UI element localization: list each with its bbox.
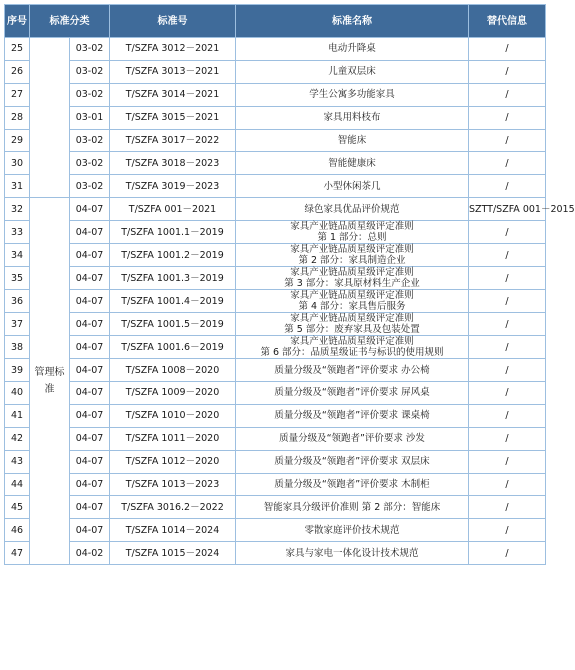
table-row [5, 473, 546, 496]
cell-name-line: 第 3 部分：家具原材料生产企业 [284, 278, 420, 290]
cell-replace: / [469, 473, 546, 496]
cell-name [236, 221, 469, 244]
cell-name-line: 第 4 部分：家具售后服务 [298, 301, 406, 313]
cell-replace: / [469, 382, 546, 405]
standards-table-container [4, 4, 575, 565]
cell-name [236, 267, 469, 290]
cell-name [236, 404, 469, 427]
cell-replace: / [469, 129, 546, 152]
cell-name-line: 第 5 部分：废弃家具及包装处置 [284, 324, 420, 336]
cell-name-line: 质量分级及“领跑者”评价要求 屏风桌 [274, 387, 430, 399]
cell-name-line: 质量分级及“领跑者”评价要求 课桌椅 [274, 410, 430, 422]
cell-code: T/SZFA 3017－2022 [110, 129, 236, 152]
cell-name-line: 绿色家具优品评价规范 [304, 203, 400, 215]
cell-replace: / [469, 83, 546, 106]
cell-name-line: 家具产业链品质星级评定准则 [290, 267, 414, 279]
cell-class: 04-07 [70, 359, 110, 382]
cell-code: T/SZFA 1015－2024 [110, 542, 236, 565]
table-row [5, 129, 546, 152]
cell-class: 04-07 [70, 313, 110, 336]
table-row [5, 267, 546, 290]
cell-code: T/SZFA 3018－2023 [110, 152, 236, 175]
cell-code: T/SZFA 1009－2020 [110, 382, 236, 405]
table-row [5, 244, 546, 267]
cell-group-label: 管理标准 [30, 198, 70, 565]
table-row [5, 175, 546, 198]
cell-replace: SZTT/SZFA 001－2015 [469, 198, 546, 221]
cell-class: 04-07 [70, 519, 110, 542]
table-row [5, 359, 546, 382]
table-row [5, 38, 546, 61]
cell-code: T/SZFA 1010－2020 [110, 404, 236, 427]
table-row [5, 496, 546, 519]
cell-name [236, 129, 469, 152]
cell-name-line: 智能床 [337, 135, 367, 146]
cell-class: 04-07 [70, 450, 110, 473]
table-row [5, 313, 546, 336]
cell-seq: 38 [5, 336, 30, 359]
table-row [5, 382, 546, 405]
cell-seq: 40 [5, 382, 30, 405]
cell-seq: 29 [5, 129, 30, 152]
cell-code: T/SZFA 3014－2021 [110, 83, 236, 106]
cell-class: 04-07 [70, 244, 110, 267]
cell-class: 04-02 [70, 542, 110, 565]
cell-seq: 27 [5, 83, 30, 106]
cell-class: 03-02 [70, 175, 110, 198]
cell-replace: / [469, 60, 546, 83]
cell-name [236, 496, 469, 519]
cell-code: T/SZFA 1014－2024 [110, 519, 236, 542]
cell-seq: 30 [5, 152, 30, 175]
table-row [5, 404, 546, 427]
cell-name-line: 第 2 部分：家具制造企业 [298, 255, 406, 267]
cell-class: 03-02 [70, 129, 110, 152]
cell-code: T/SZFA 1011－2020 [110, 427, 236, 450]
cell-name [236, 38, 469, 61]
cell-seq: 37 [5, 313, 30, 336]
cell-seq: 41 [5, 404, 30, 427]
cell-name [236, 198, 469, 221]
cell-seq: 44 [5, 473, 30, 496]
table-row [5, 290, 546, 313]
cell-name-line: 家具产业链品质星级评定准则 [290, 290, 414, 302]
cell-code: T/SZFA 1001.4－2019 [110, 290, 236, 313]
cell-name-line: 家具与家电一体化设计技术规范 [285, 547, 419, 559]
cell-class: 03-02 [70, 83, 110, 106]
cell-class: 03-02 [70, 38, 110, 61]
cell-name [236, 175, 469, 198]
cell-replace: / [469, 519, 546, 542]
cell-name-line: 电动升降桌 [328, 43, 376, 55]
cell-replace: / [469, 427, 546, 450]
cell-class: 04-07 [70, 427, 110, 450]
cell-class: 03-01 [70, 106, 110, 129]
cell-name-line: 儿童双层床 [328, 66, 376, 78]
cell-name-line: 家具产业链品质星级评定准则 [290, 336, 414, 348]
cell-code: T/SZFA 3012－2021 [110, 38, 236, 61]
cell-name-line: 智能健康床 [328, 157, 376, 169]
cell-code: T/SZFA 1001.2－2019 [110, 244, 236, 267]
cell-class: 04-07 [70, 496, 110, 519]
cell-name [236, 450, 469, 473]
table-row [5, 450, 546, 473]
cell-replace: / [469, 359, 546, 382]
cell-class: 04-07 [70, 290, 110, 313]
cell-replace: / [469, 450, 546, 473]
table-row [5, 427, 546, 450]
header-seq: 序号 [5, 5, 30, 38]
cell-seq: 36 [5, 290, 30, 313]
cell-seq: 39 [5, 359, 30, 382]
cell-name-line: 第 6 部分：品质星级证书与标识的使用规则 [260, 347, 444, 359]
cell-name [236, 83, 469, 106]
cell-seq: 32 [5, 198, 30, 221]
cell-replace: / [469, 38, 546, 61]
header-category: 标准分类 [30, 5, 110, 38]
cell-code: T/SZFA 1008－2020 [110, 359, 236, 382]
cell-name [236, 359, 469, 382]
cell-replace: / [469, 496, 546, 519]
table-header-row [5, 5, 546, 38]
standards-table [4, 4, 575, 565]
cell-replace: / [469, 336, 546, 359]
cell-group-blank [30, 38, 70, 198]
table-row [5, 60, 546, 83]
cell-name [236, 313, 469, 336]
cell-name [236, 152, 469, 175]
cell-name-line: 智能家具分级评价准则 第 2 部分：智能床 [263, 501, 441, 513]
cell-name [236, 382, 469, 405]
cell-code: T/SZFA 1001.5－2019 [110, 313, 236, 336]
cell-seq: 47 [5, 542, 30, 565]
cell-name-line: 家具用料枝布 [323, 112, 381, 124]
table-row [5, 221, 546, 244]
table-body [5, 38, 575, 565]
cell-name [236, 542, 469, 565]
cell-name-line: 质量分级及“领跑者”评价要求 双层床 [274, 456, 430, 468]
cell-seq: 45 [5, 496, 30, 519]
cell-code: T/SZFA 1001.6－2019 [110, 336, 236, 359]
cell-code: T/SZFA 001－2021 [110, 198, 236, 221]
header-replace: 替代信息 [469, 5, 546, 38]
table-row [5, 336, 546, 359]
cell-replace: / [469, 404, 546, 427]
cell-code: T/SZFA 3015－2021 [110, 106, 236, 129]
cell-code: T/SZFA 3016.2－2022 [110, 496, 236, 519]
table-row [5, 83, 546, 106]
cell-seq: 26 [5, 60, 30, 83]
cell-replace: / [469, 106, 546, 129]
cell-code: T/SZFA 1001.3－2019 [110, 267, 236, 290]
table-row [5, 519, 546, 542]
cell-name [236, 290, 469, 313]
cell-replace: / [469, 175, 546, 198]
cell-class: 04-07 [70, 198, 110, 221]
cell-replace: / [469, 267, 546, 290]
cell-name-line: 家具产业链品质星级评定准则 [290, 244, 414, 256]
cell-name [236, 244, 469, 267]
cell-seq: 33 [5, 221, 30, 244]
cell-name-line: 零散家庭评价技术规范 [304, 524, 400, 536]
cell-class: 04-07 [70, 221, 110, 244]
cell-code: T/SZFA 3019－2023 [110, 175, 236, 198]
cell-code: T/SZFA 1001.1－2019 [110, 221, 236, 244]
cell-seq: 31 [5, 175, 30, 198]
table-row [5, 198, 546, 221]
cell-name-line: 家具产业链品质星级评定准则 [290, 221, 414, 233]
cell-code: T/SZFA 3013－2021 [110, 60, 236, 83]
cell-name [236, 60, 469, 83]
cell-class: 04-07 [70, 336, 110, 359]
cell-seq: 35 [5, 267, 30, 290]
cell-replace: / [469, 152, 546, 175]
table-row [5, 106, 546, 129]
cell-name [236, 473, 469, 496]
cell-class: 04-07 [70, 473, 110, 496]
cell-name-line: 小型休闲茶几 [323, 180, 381, 192]
table-row [5, 542, 546, 565]
cell-name-line: 家具产业链品质星级评定准则 [290, 313, 414, 325]
header-name: 标准名称 [236, 5, 469, 38]
cell-replace: / [469, 542, 546, 565]
cell-name-line: 质量分级及“领跑者”评价要求 木制柜 [274, 479, 430, 491]
cell-name-line: 质量分级及“领跑者”评价要求 沙发 [279, 433, 425, 445]
cell-class: 03-02 [70, 152, 110, 175]
cell-seq: 46 [5, 519, 30, 542]
cell-replace: / [469, 221, 546, 244]
cell-class: 04-07 [70, 404, 110, 427]
cell-replace: / [469, 244, 546, 267]
cell-name [236, 106, 469, 129]
cell-seq: 28 [5, 106, 30, 129]
cell-name-line: 质量分级及“领跑者”评价要求 办公椅 [274, 364, 430, 376]
cell-class: 03-02 [70, 60, 110, 83]
cell-name-line: 学生公寓多功能家具 [309, 89, 395, 101]
cell-seq: 42 [5, 427, 30, 450]
cell-name [236, 336, 469, 359]
cell-seq: 25 [5, 38, 30, 61]
cell-seq: 43 [5, 450, 30, 473]
cell-name [236, 427, 469, 450]
cell-replace: / [469, 290, 546, 313]
cell-name-line: 第 1 部分：总则 [317, 232, 387, 244]
cell-seq: 34 [5, 244, 30, 267]
table-row [5, 152, 546, 175]
cell-replace: / [469, 313, 546, 336]
cell-code: T/SZFA 1013－2023 [110, 473, 236, 496]
cell-class: 04-07 [70, 267, 110, 290]
header-code: 标准号 [110, 5, 236, 38]
cell-code: T/SZFA 1012－2020 [110, 450, 236, 473]
cell-name [236, 519, 469, 542]
cell-class: 04-07 [70, 382, 110, 405]
